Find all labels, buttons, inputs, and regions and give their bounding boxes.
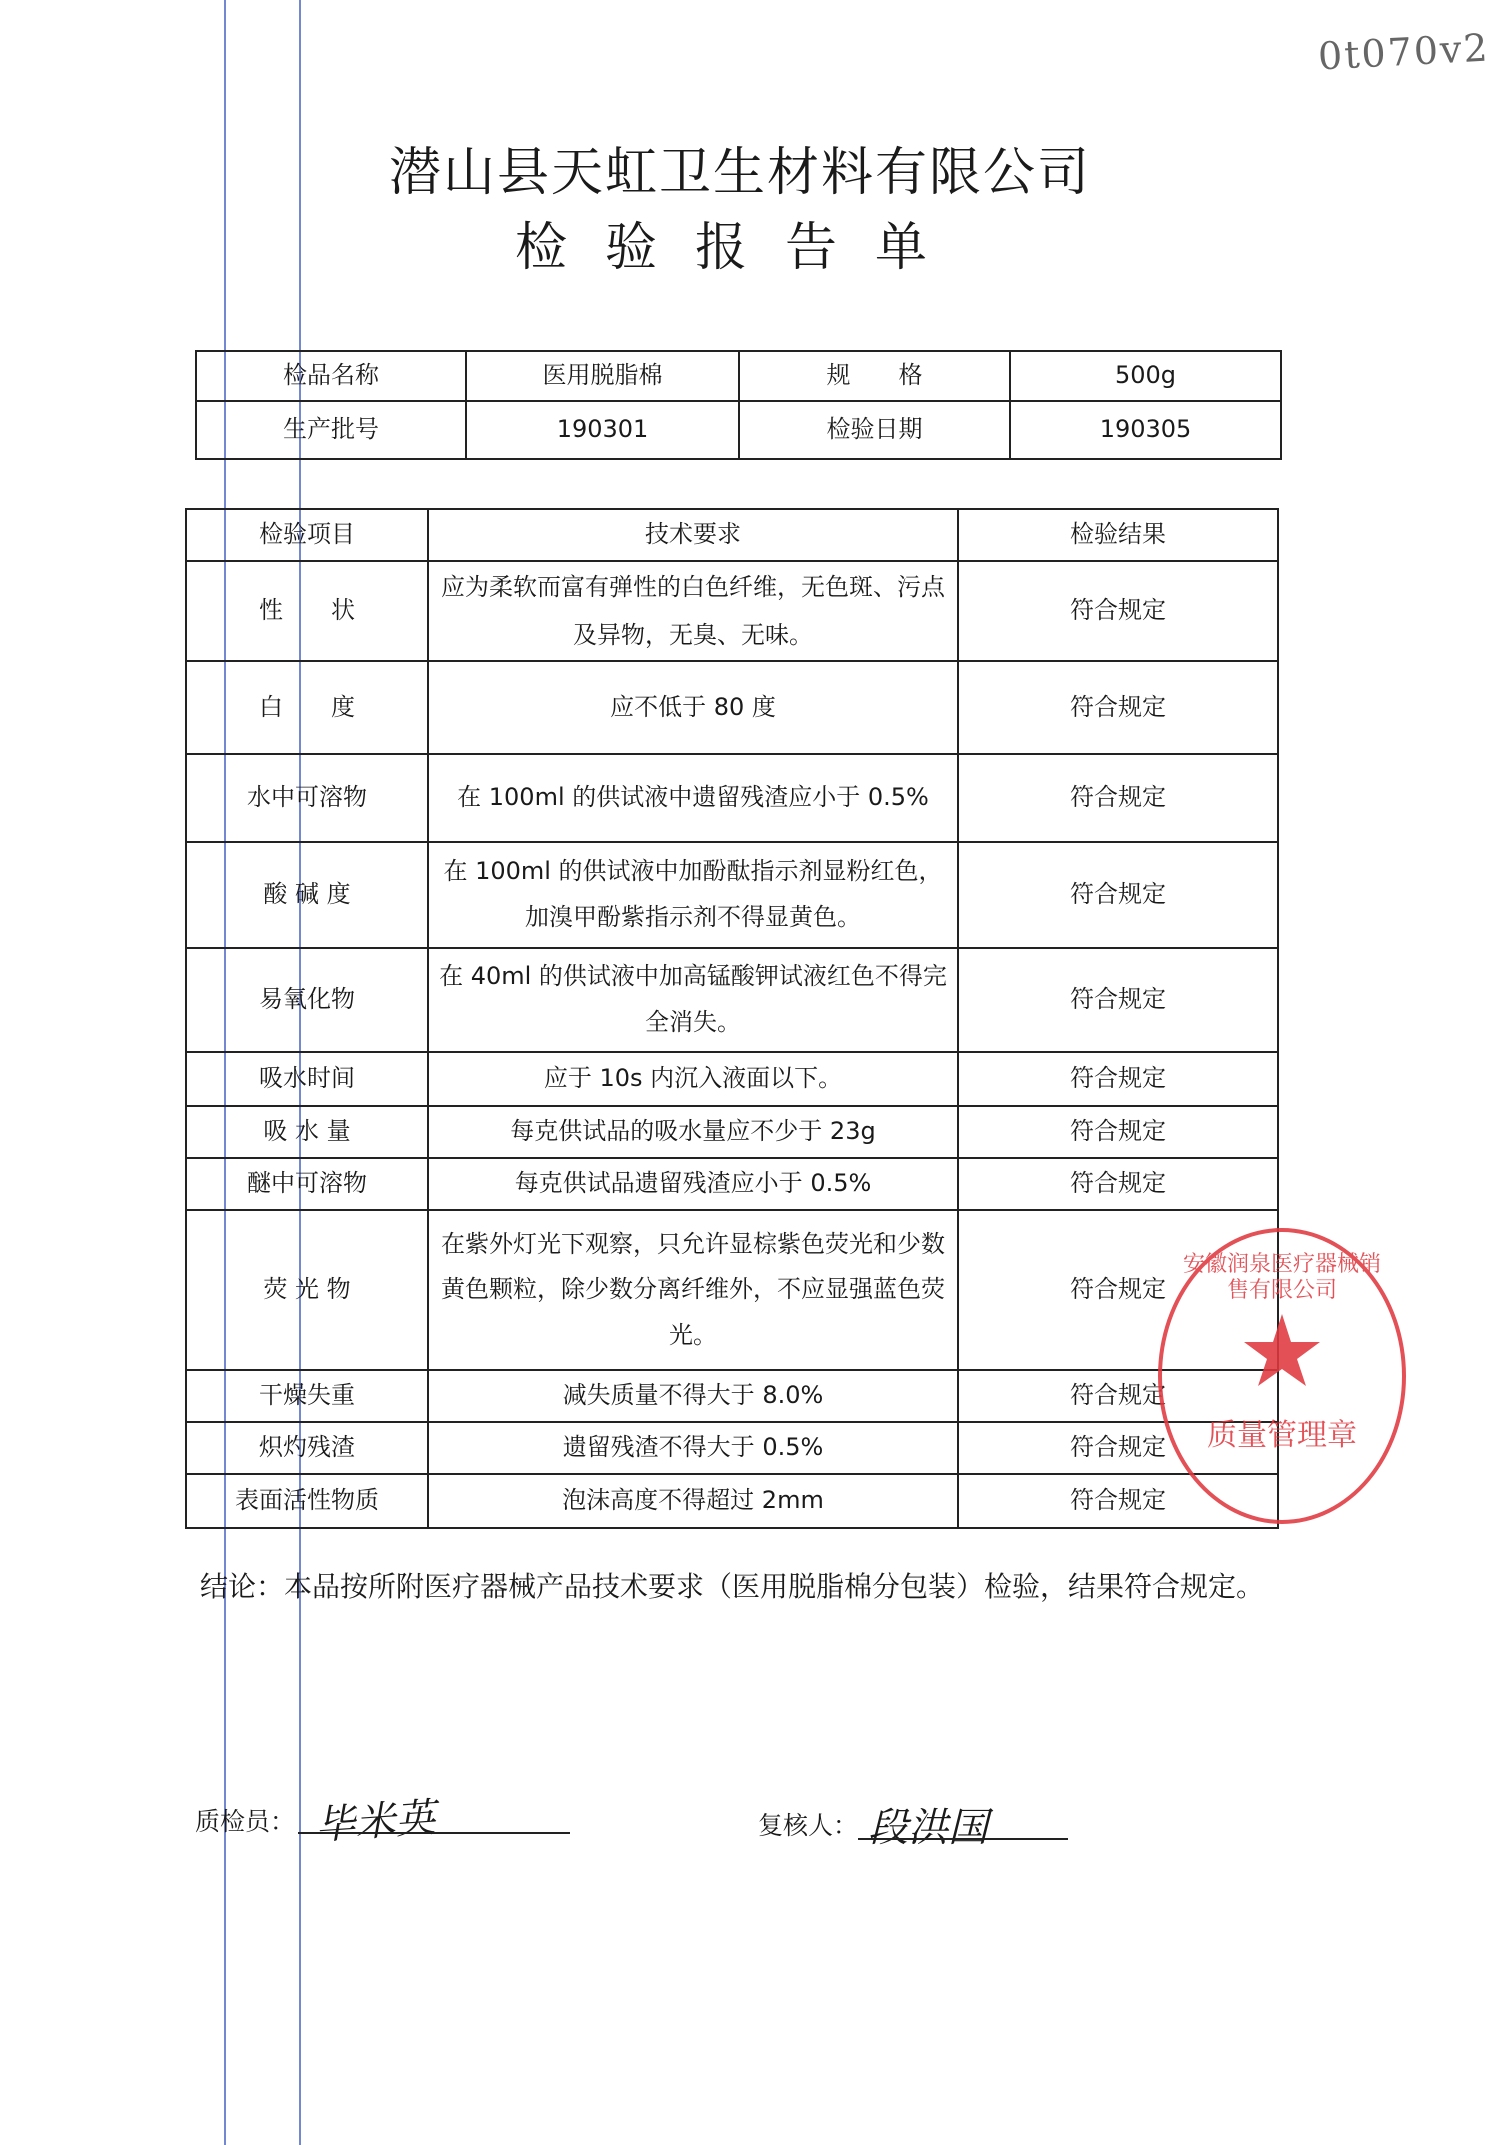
item-result: 符合规定 bbox=[958, 1474, 1278, 1528]
table-row bbox=[186, 1474, 1278, 1528]
product-info-table bbox=[195, 350, 1282, 460]
item-name: 醚中可溶物 bbox=[186, 1158, 428, 1210]
table-row bbox=[186, 1210, 1278, 1370]
seal-ring-text: 安徽润泉医疗器械销售有限公司 bbox=[1182, 1252, 1381, 1304]
item-name: 炽灼残渣 bbox=[186, 1422, 428, 1474]
item-name: 荧 光 物 bbox=[186, 1210, 428, 1370]
table-row bbox=[186, 1370, 1278, 1422]
item-requirement: 每克供试品的吸水量应不少于 23g bbox=[428, 1106, 958, 1158]
company-name: 潜山县天虹卫生材料有限公司 bbox=[388, 143, 1091, 203]
item-result: 符合规定 bbox=[958, 1210, 1278, 1370]
conclusion-text: 结论：本品按所附医疗器械产品技术要求（医用脱脂棉分包装）检验，结果符合规定。 bbox=[200, 1570, 1265, 1603]
seal-center-text: 质量管理章 bbox=[1207, 1418, 1357, 1453]
inspector-label: 质检员： bbox=[195, 1807, 296, 1836]
header-result: 检验结果 bbox=[958, 509, 1278, 561]
item-result: 符合规定 bbox=[958, 1052, 1278, 1106]
table-row bbox=[186, 1106, 1278, 1158]
inspection-table bbox=[185, 508, 1279, 1529]
item-requirement: 在紫外灯光下观察，只允许显棕紫色荧光和少数黄色颗粒，除少数分离纤维外，不应显强蓝色荧光。 bbox=[428, 1210, 958, 1370]
table-row bbox=[186, 754, 1278, 842]
item-name: 吸 水 量 bbox=[186, 1106, 428, 1158]
batch-label: 生产批号 bbox=[196, 401, 466, 459]
item-requirement: 减失质量不得大于 8.0% bbox=[428, 1370, 958, 1422]
item-result: 符合规定 bbox=[958, 561, 1278, 661]
table-row bbox=[186, 842, 1278, 948]
item-result: 符合规定 bbox=[958, 1106, 1278, 1158]
spec-value: 500g bbox=[1010, 351, 1281, 401]
item-requirement: 应为柔软而富有弹性的白色纤维，无色斑、污点及异物，无臭、无味。 bbox=[428, 561, 958, 661]
item-requirement: 在 40ml 的供试液中加高锰酸钾试液红色不得完全消失。 bbox=[428, 948, 958, 1052]
item-requirement: 遗留残渣不得大于 0.5% bbox=[428, 1422, 958, 1474]
header-item: 检验项目 bbox=[186, 509, 428, 561]
item-name: 白 度 bbox=[186, 661, 428, 754]
reviewer-label: 复核人： bbox=[758, 1811, 859, 1840]
item-result: 符合规定 bbox=[958, 1370, 1278, 1422]
item-result: 符合规定 bbox=[958, 754, 1278, 842]
document-title: 检验报告单 bbox=[514, 218, 965, 278]
item-requirement: 每克供试品遗留残渣应小于 0.5% bbox=[428, 1158, 958, 1210]
item-requirement: 在 100ml 的供试液中遗留残渣应小于 0.5% bbox=[428, 754, 958, 842]
item-requirement: 在 100ml 的供试液中加酚酞指示剂显粉红色，加溴甲酚紫指示剂不得显黄色。 bbox=[428, 842, 958, 948]
table-row bbox=[186, 1052, 1278, 1106]
reviewer-signature-line bbox=[858, 1838, 1068, 1840]
company-seal bbox=[1158, 1228, 1406, 1524]
item-result: 符合规定 bbox=[958, 1158, 1278, 1210]
item-name: 干燥失重 bbox=[186, 1370, 428, 1422]
table-row bbox=[186, 661, 1278, 754]
item-name: 水中可溶物 bbox=[186, 754, 428, 842]
header-requirement: 技术要求 bbox=[428, 509, 958, 561]
item-requirement: 应不低于 80 度 bbox=[428, 661, 958, 754]
item-result: 符合规定 bbox=[958, 661, 1278, 754]
handwritten-note: 0t070v2 bbox=[1316, 25, 1491, 79]
item-requirement: 泡沫高度不得超过 2mm bbox=[428, 1474, 958, 1528]
product-name-label: 检品名称 bbox=[196, 351, 466, 401]
item-name: 酸 碱 度 bbox=[186, 842, 428, 948]
inspection-date-value: 190305 bbox=[1010, 401, 1281, 459]
item-result: 符合规定 bbox=[958, 948, 1278, 1052]
spec-label: 规 格 bbox=[739, 351, 1010, 401]
reviewer-signature: 段洪国 bbox=[868, 1805, 988, 1851]
item-name: 表面活性物质 bbox=[186, 1474, 428, 1528]
inspector-signature-line bbox=[298, 1832, 570, 1834]
table-row bbox=[186, 1158, 1278, 1210]
product-name-value: 医用脱脂棉 bbox=[466, 351, 739, 401]
inspection-date-label: 检验日期 bbox=[739, 401, 1010, 459]
table-row bbox=[186, 561, 1278, 661]
table-row bbox=[186, 948, 1278, 1052]
item-requirement: 应于 10s 内沉入液面以下。 bbox=[428, 1052, 958, 1106]
batch-value: 190301 bbox=[466, 401, 739, 459]
table-row bbox=[186, 1422, 1278, 1474]
item-result: 符合规定 bbox=[958, 1422, 1278, 1474]
item-result: 符合规定 bbox=[958, 842, 1278, 948]
item-name: 性 状 bbox=[186, 561, 428, 661]
item-name: 吸水时间 bbox=[186, 1052, 428, 1106]
inspector-signature: 毕米英 bbox=[313, 1794, 437, 1850]
item-name: 易氧化物 bbox=[186, 948, 428, 1052]
